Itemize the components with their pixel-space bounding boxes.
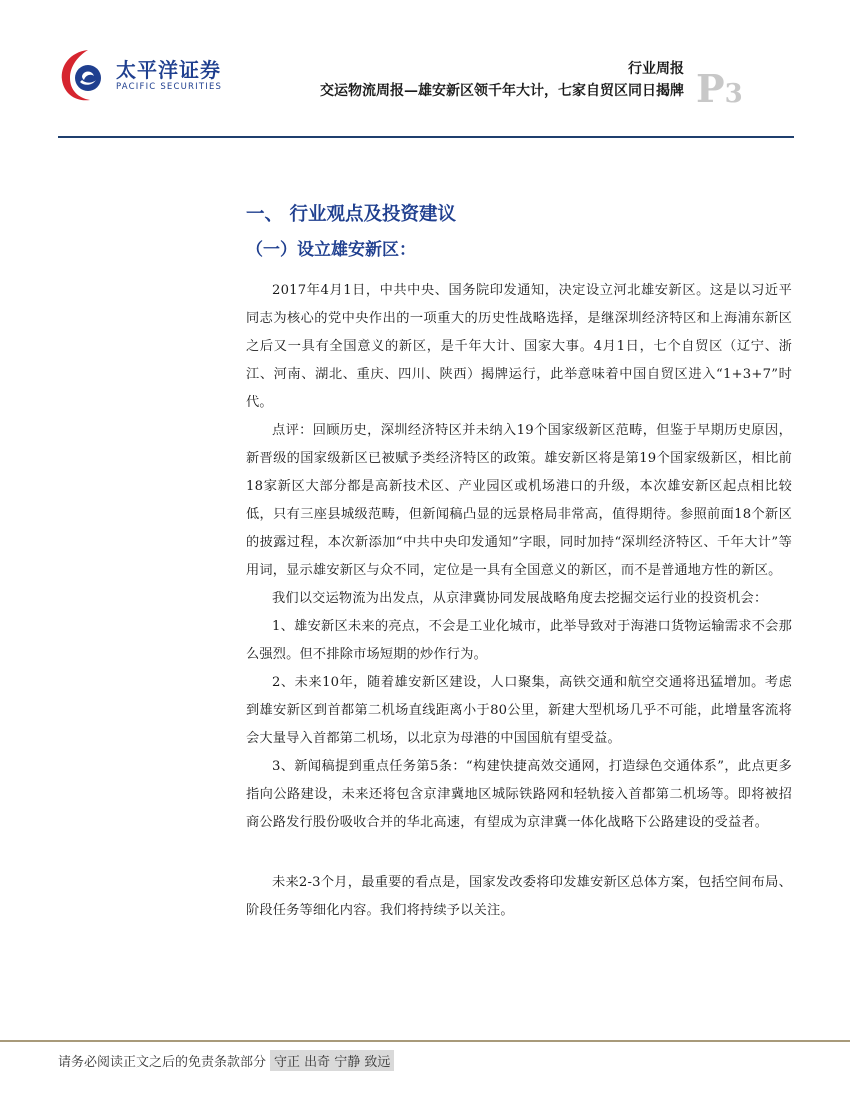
footer-disclaimer: 请务必阅读正文之后的免责条款部分 (58, 1055, 267, 1070)
header-divider (58, 136, 794, 138)
subsection-heading: （一）设立雄安新区： (246, 240, 416, 260)
paragraph-point-3: 3、新闻稿提到重点任务第5条：“构建快捷高效交通网，打造绿色交通体系”，此点更多指向公路建设，未来还将包含京津冀地区城际铁路网和轻轨接入首都第二机场等。即将被招商公路发行股份吸收合并的华北高速，有望成为京津冀一体化战略下公路建设的受益者。 (246, 759, 792, 830)
paragraph-opportunity: 我们以交运物流为出发点，从京津冀协同发展战略角度去挖掘交运行业的投资机会： (272, 591, 768, 606)
paragraph-intro: 2017年4月1日，中共中央、国务院印发通知，决定设立河北雄安新区。这是以习近平同志为核心的党中央作出的一项重大的历史性战略选择，是继深圳经济特区和上海浦东新区之后又一具有全国意义的新区，是千年大计、国家大事。4月1日，七个自贸区（辽宁、浙江、河南、湖北、重庆、四川、陕西）揭牌运行，此举意味着中国自贸区进入“1+3+7”时代。 (246, 283, 792, 410)
logo-chinese-name: 太平洋证券 (116, 58, 221, 82)
report-title: 交运物流周报—雄安新区领千年大计，七家自贸区同日揭牌 (320, 83, 684, 99)
footer-divider (0, 1040, 850, 1042)
report-body (246, 200, 792, 925)
paragraph-point-1: 1、雄安新区未来的亮点，不会是工业化城市，此举导致对于海港口货物运输需求不会那么强烈。但不排除市场短期的炒作行为。 (246, 619, 792, 662)
paragraph-outlook: 未来2-3个月，最重要的看点是，国家发改委将印发雄安新区总体方案，包括空间布局、阶段任务等细化内容。我们将持续予以关注。 (246, 875, 792, 918)
logo-english-name: PACIFIC SECURITIES (116, 82, 223, 92)
pacific-securities-logo-icon (58, 46, 110, 104)
section-heading: 一、 行业观点及投资建议 (246, 204, 456, 225)
page-letter: P (696, 66, 725, 111)
paragraph-point-2: 2、未来10年，随着雄安新区建设，人口聚集，高铁交通和航空交通将迅猛增加。考虑到雄安新区到首都第二机场直线距离小于80公里，新建大型机场几乎不可能，此增量客流将会大量导入首都第二机场，以北京为母港的中国国航有望受益。 (246, 675, 792, 746)
footer-motto: 守正 出奇 宁静 致远 (270, 1050, 394, 1071)
paragraph-commentary: 点评：回顾历史，深圳经济特区并未纳入19个国家级新区范畴，但鉴于早期历史原因，新晋级的国家级新区已被赋予类经济特区的政策。雄安新区将是第19个国家级新区，相比前18家新区大部分都是高新技术区、产业园区或机场港口的升级，本次雄安新区起点相比较低，只有三座县城级范畴，但新闻稿凸显的远景格局非常高，值得期待。参照前面18个新区的披露过程，本次新添加“中共中央印发通知”字眼，同时加持“深圳经济特区、千年大计”等用词，显示雄安新区与众不同，定位是一具有全国意义的新区，而不是普通地方性的新区。 (246, 423, 792, 578)
report-type: 行业周报 (628, 61, 684, 77)
page-number (696, 66, 743, 111)
footer (58, 1050, 394, 1071)
page-digit: 3 (724, 79, 743, 109)
company-logo (58, 46, 238, 106)
